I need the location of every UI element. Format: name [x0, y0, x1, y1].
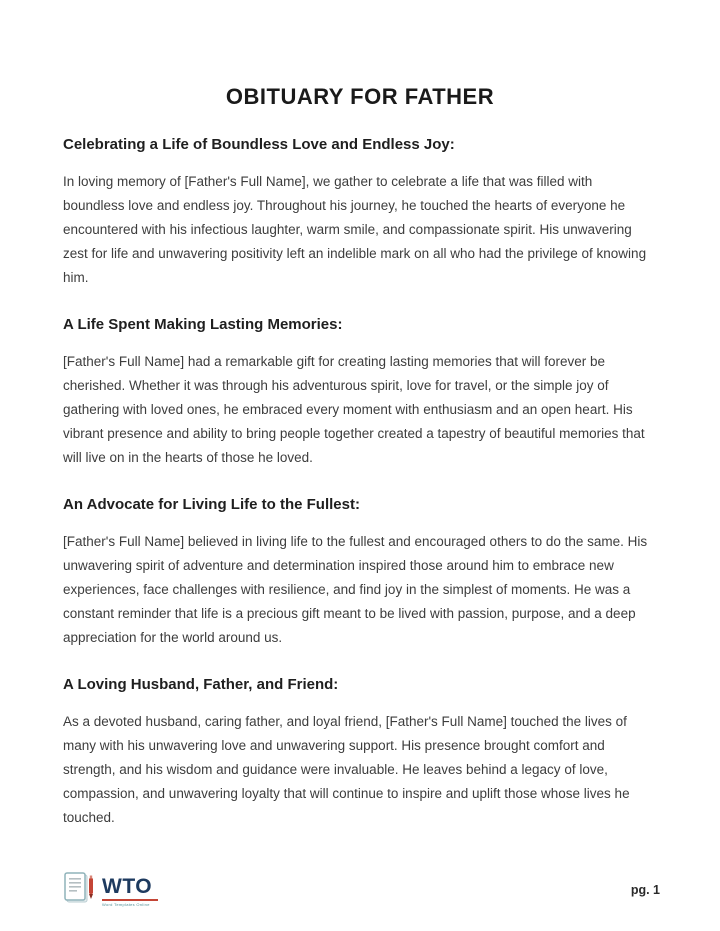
document-pen-icon	[63, 872, 99, 906]
section-heading: A Loving Husband, Father, and Friend:	[63, 676, 339, 693]
section-heading: A Life Spent Making Lasting Memories:	[63, 316, 343, 333]
section-body: In loving memory of [Father's Full Name], we gather to celebrate a life that was filled with boundless love and endless joy. Throughout his journey, he touched the hearts of everyone he encountered with his infectious laughter, warm smile, and compassionate spirit. His unwavering zest for life and unwavering positivity left an indelible mark on all who had the privilege of knowing him.	[63, 174, 647, 285]
section-living-life-fullest	[63, 496, 657, 650]
page-number: pg. 1	[630, 882, 660, 897]
logo-text-group	[102, 872, 158, 907]
section-heading: Celebrating a Life of Boundless Love and Endless Joy:	[63, 136, 455, 153]
section-heading: An Advocate for Living Life to the Fullest:	[63, 496, 360, 513]
logo-underline	[102, 899, 158, 901]
page-footer	[63, 872, 660, 907]
section-celebrating-life	[63, 136, 657, 290]
page-title: OBITUARY FOR FATHER	[225, 84, 495, 109]
section-lasting-memories	[63, 316, 657, 470]
logo-tagline: Word Templates Online	[102, 902, 150, 907]
wto-logo	[63, 872, 158, 907]
section-body: [Father's Full Name] believed in living life to the fullest and encouraged others to do the same. His unwavering spirit of adventure and determination inspired those around him to embrace new experiences, face challenges with resilience, and find joy in the simplest of moments. He was a constant reminder that life is a precious gift meant to be lived with passion, purpose, and a deep appreciation for the world around us.	[63, 534, 648, 645]
logo-text: WTO	[102, 875, 153, 898]
section-body: As a devoted husband, caring father, and loyal friend, [Father's Full Name] touched the lives of many with his unwavering love and unwavering support. His presence brought comfort and strength, and his wisdom and guidance were invaluable. He leaves behind a legacy of love, compassion, and unwavering loyalty that will continue to inspire and uplift those whose lives he touched.	[63, 714, 630, 825]
section-husband-father-friend	[63, 676, 657, 830]
section-body: [Father's Full Name] had a remarkable gift for creating lasting memories that will forever be cherished. Whether it was through his adventurous spirit, love for travel, or the simple joy of gathering with loved ones, he embraced every moment with enthusiasm and an open heart. His vibrant presence and ability to bring people together created a tapestry of beautiful memories that will live on in the hearts of those he loved.	[63, 354, 645, 465]
